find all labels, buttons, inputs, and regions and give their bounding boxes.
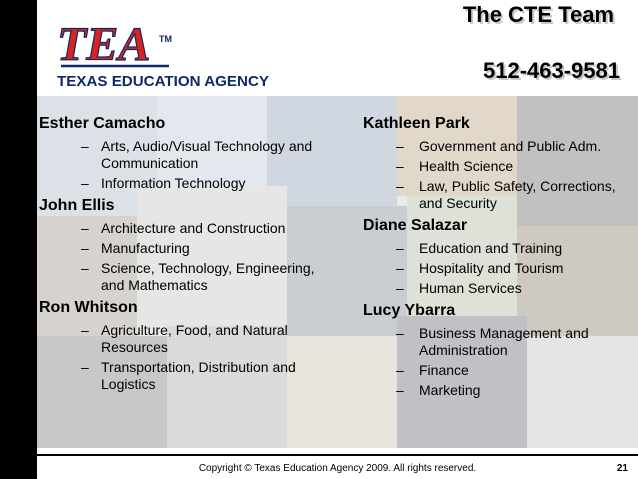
person-name: Esther Camacho — [39, 115, 166, 132]
list-item: – Agriculture, Food, and Natural Resources — [81, 322, 288, 355]
person-block — [37, 114, 337, 192]
phone-number: 512-463-9581 — [482, 58, 620, 83]
logo-name: TEXAS EDUCATION AGENCY — [57, 73, 269, 90]
person-block — [363, 301, 638, 399]
list-item: – Law, Public Safety, Corrections, and Security — [396, 178, 616, 211]
list-item: – Information Technology — [81, 175, 246, 191]
person-name: John Ellis — [39, 197, 115, 214]
person-name: Kathleen Park — [363, 115, 470, 132]
person-block — [363, 216, 638, 297]
list-item: – Transportation, Distribution and Logistics — [81, 359, 296, 392]
page-number: 21 — [616, 463, 628, 474]
person-block — [363, 114, 638, 212]
list-item: – Manufacturing — [81, 240, 190, 256]
list-item: – Marketing — [396, 382, 481, 398]
slide-header — [37, 0, 638, 96]
tea-logo — [51, 14, 281, 94]
slide-footer — [37, 454, 638, 479]
logo-tm: TM — [159, 34, 172, 44]
right-column — [363, 114, 638, 403]
list-item: – Business Management and Administration — [396, 325, 589, 358]
cluster-list — [37, 220, 337, 294]
left-accent-bar — [0, 0, 37, 479]
list-item: – Architecture and Construction — [81, 220, 286, 236]
person-block — [37, 196, 337, 294]
list-item: – Hospitality and Tourism — [396, 260, 564, 276]
cluster-list — [37, 322, 337, 393]
list-item: – Human Services — [396, 280, 522, 296]
cluster-list — [363, 240, 638, 297]
person-name: Ron Whitson — [39, 299, 138, 316]
cluster-list — [363, 325, 638, 399]
list-item: – Government and Public Adm. — [396, 138, 602, 154]
list-item: – Arts, Audio/Visual Technology and Communication — [81, 138, 313, 171]
list-item: – Education and Training — [396, 240, 563, 256]
logo-abbr: TEA — [57, 18, 151, 71]
person-block — [37, 298, 337, 393]
list-item: – Science, Technology, Engineering, and Mathematics — [81, 260, 315, 293]
page-title: The CTE Team — [462, 2, 614, 27]
list-item: – Health Science — [396, 158, 514, 174]
person-name: Lucy Ybarra — [363, 302, 456, 319]
copyright-text: Copyright © Texas Education Agency 2009. All rights reserved. — [198, 463, 477, 474]
left-column — [37, 114, 337, 397]
cluster-list — [363, 138, 638, 212]
list-item: – Finance — [396, 362, 469, 378]
cluster-list — [37, 138, 337, 192]
person-name: Diane Salazar — [363, 217, 468, 234]
